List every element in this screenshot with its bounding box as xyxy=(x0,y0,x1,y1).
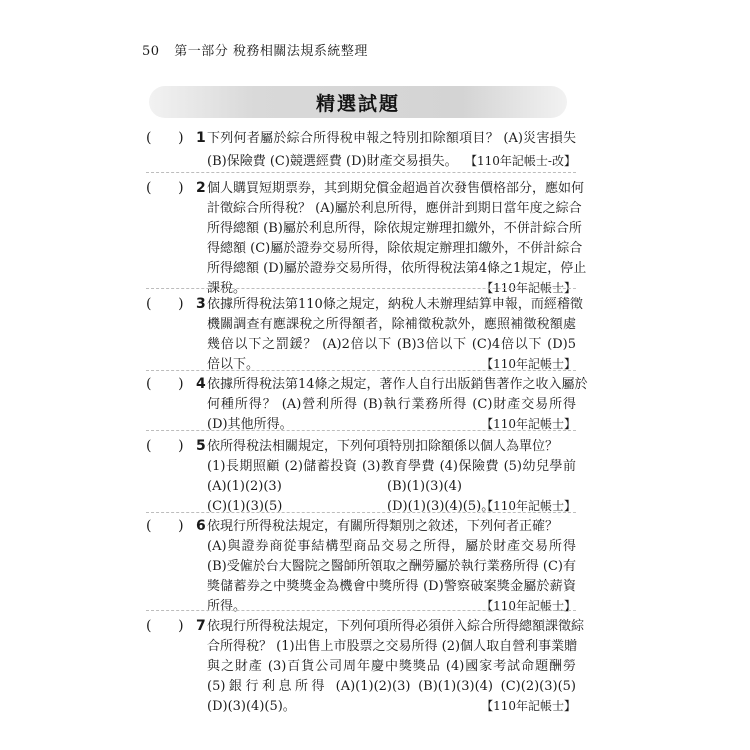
question-text-line: (1)長期照顧 (2)儲蓄投資 (3)教育學費 (4)保險費 (5)幼兒學前 xyxy=(207,459,576,474)
question-text-line: 所得。 xyxy=(207,599,247,614)
question-text-line: (5)銀行利息所得 (A)(1)(2)(3) (B)(1)(3)(4) (C)(2)(3)(5) xyxy=(207,679,576,694)
divider xyxy=(146,512,576,513)
question-number: 6 xyxy=(196,518,206,534)
question-6 xyxy=(146,518,576,614)
question-5 xyxy=(146,438,576,514)
question-text-line: 所得總額 (B)屬於利息所得，除依規定辦理扣繳外，不併計綜合所 xyxy=(207,221,582,236)
section-title-banner xyxy=(149,86,567,118)
question-number: 2 xyxy=(196,180,206,196)
question-number: 1 xyxy=(196,130,206,146)
question-text-line: 所得總額 (D)屬於證券交易所得，依所得稅法第4條之1規定，停止 xyxy=(207,261,587,276)
question-number: 7 xyxy=(196,618,206,634)
answer-option-c: (C)(1)(3)(5) xyxy=(207,499,283,514)
divider xyxy=(146,610,576,611)
question-text-line: 個人購買短期票券，其到期兌償金超過首次發售價格部分，應如何 xyxy=(207,181,585,196)
question-text-line: (D)(3)(4)(5)。 xyxy=(207,699,296,714)
exam-source-tag: 【110年記帳士】 xyxy=(481,699,576,713)
exam-source-tag: 【110年記帳士-改】 xyxy=(465,154,576,168)
question-text-line: (D)其他所得。 xyxy=(207,417,293,432)
question-1 xyxy=(146,130,576,176)
question-text-line: 依現行所得稅法規定，有關所得類別之敘述，下列何者正確？ xyxy=(207,519,559,534)
question-text-line: (B)受僱於台大醫院之醫師所領取之酬勞屬於執行業務所得 (C)有 xyxy=(207,559,576,574)
section-title: 精選試題 xyxy=(315,92,400,115)
question-text-line: 與之財產 (3)百貨公司周年慶中獎獎品 (4)國家考試命題酬勞 xyxy=(207,659,576,674)
question-text-line: 依所得稅法相關規定，下列何項特別扣除額係以個人為單位？ xyxy=(207,439,559,454)
question-text-line: 幾倍以下之罰鍰？ (A)2倍以下 (B)3倍以下 (C)4倍以下 (D)5 xyxy=(207,337,576,352)
running-header xyxy=(142,40,368,59)
question-number: 4 xyxy=(196,376,206,392)
page-number: 50 xyxy=(142,44,160,59)
question-text-line: 倍以下。 xyxy=(207,357,260,372)
question-text-line: 何種所得？ (A)營利所得 (B)執行業務所得 (C)財產交易所得 xyxy=(207,397,576,412)
divider xyxy=(146,370,576,371)
question-text-line: (B)保險費 (C)競選經費 (D)財產交易損失。 xyxy=(207,154,458,169)
question-text-line: 機關調查有應課稅之所得額者，除補徵稅款外，應照補徵稅額處 xyxy=(207,317,576,332)
answer-blank[interactable]: ( ) xyxy=(146,180,184,196)
exam-source-tag: 【110年記帳士】 xyxy=(481,499,576,513)
exam-source-tag: 【110年記帳士】 xyxy=(481,357,576,371)
question-text-line: 獎儲蓄券之中獎獎金為機會中獎所得 (D)警察破案獎金屬於薪資 xyxy=(207,579,576,594)
exam-source-tag: 【110年記帳士】 xyxy=(481,599,576,613)
answer-option-d: (D)(1)(3)(4)(5)。 xyxy=(387,499,495,514)
answer-blank[interactable]: ( ) xyxy=(146,376,184,392)
answer-blank[interactable]: ( ) xyxy=(146,130,184,146)
question-text-line: 計徵綜合所得稅？ (A)屬於利息所得，應併計到期日當年度之綜合 xyxy=(207,201,582,216)
question-text-line: 依現行所得稅法規定，下列何項所得必須併入綜合所得總額課徵綜 xyxy=(207,619,585,634)
exam-source-tag: 【110年記帳士】 xyxy=(481,281,576,295)
question-text-line: 得總額 (C)屬於證券交易所得，除依規定辦理扣繳外，不併計綜合 xyxy=(207,241,583,256)
answer-blank[interactable]: ( ) xyxy=(146,518,184,534)
question-number: 5 xyxy=(196,438,206,454)
answer-blank[interactable]: ( ) xyxy=(146,296,184,312)
question-text-line: 合所得稅？ (1)出售上市股票之交易所得 (2)個人取自營利事業贈 xyxy=(207,639,578,654)
answer-option-a: (A)(1)(2)(3) xyxy=(207,479,282,494)
question-7 xyxy=(146,618,585,714)
question-text-line: 下列何者屬於綜合所得稅申報之特別扣除額項目？ (A)災害損失 xyxy=(207,131,576,146)
divider xyxy=(146,172,576,173)
divider xyxy=(146,430,576,431)
answer-option-b: (B)(1)(3)(4) xyxy=(387,479,462,494)
question-2 xyxy=(146,180,587,296)
question-number: 3 xyxy=(196,296,206,312)
chapter-title: 第一部分 稅務相關法規系統整理 xyxy=(174,44,368,59)
question-text-line: 課稅。 xyxy=(207,281,247,296)
question-4 xyxy=(146,376,588,432)
divider xyxy=(146,288,576,289)
exam-source-tag: 【110年記帳士】 xyxy=(481,417,576,431)
question-text-line: (A)與證券商從事結構型商品交易之所得，屬於財產交易所得 xyxy=(207,539,576,554)
answer-blank[interactable]: ( ) xyxy=(146,438,184,454)
answer-blank[interactable]: ( ) xyxy=(146,618,184,634)
question-text-line: 依據所得稅法第110條之規定，納稅人未辦理結算申報，而經稽徵 xyxy=(207,297,583,312)
question-3 xyxy=(146,296,583,372)
question-text-line: 依據所得稅法第14條之規定，著作人自行出版銷售著作之收入屬於 xyxy=(207,377,588,392)
